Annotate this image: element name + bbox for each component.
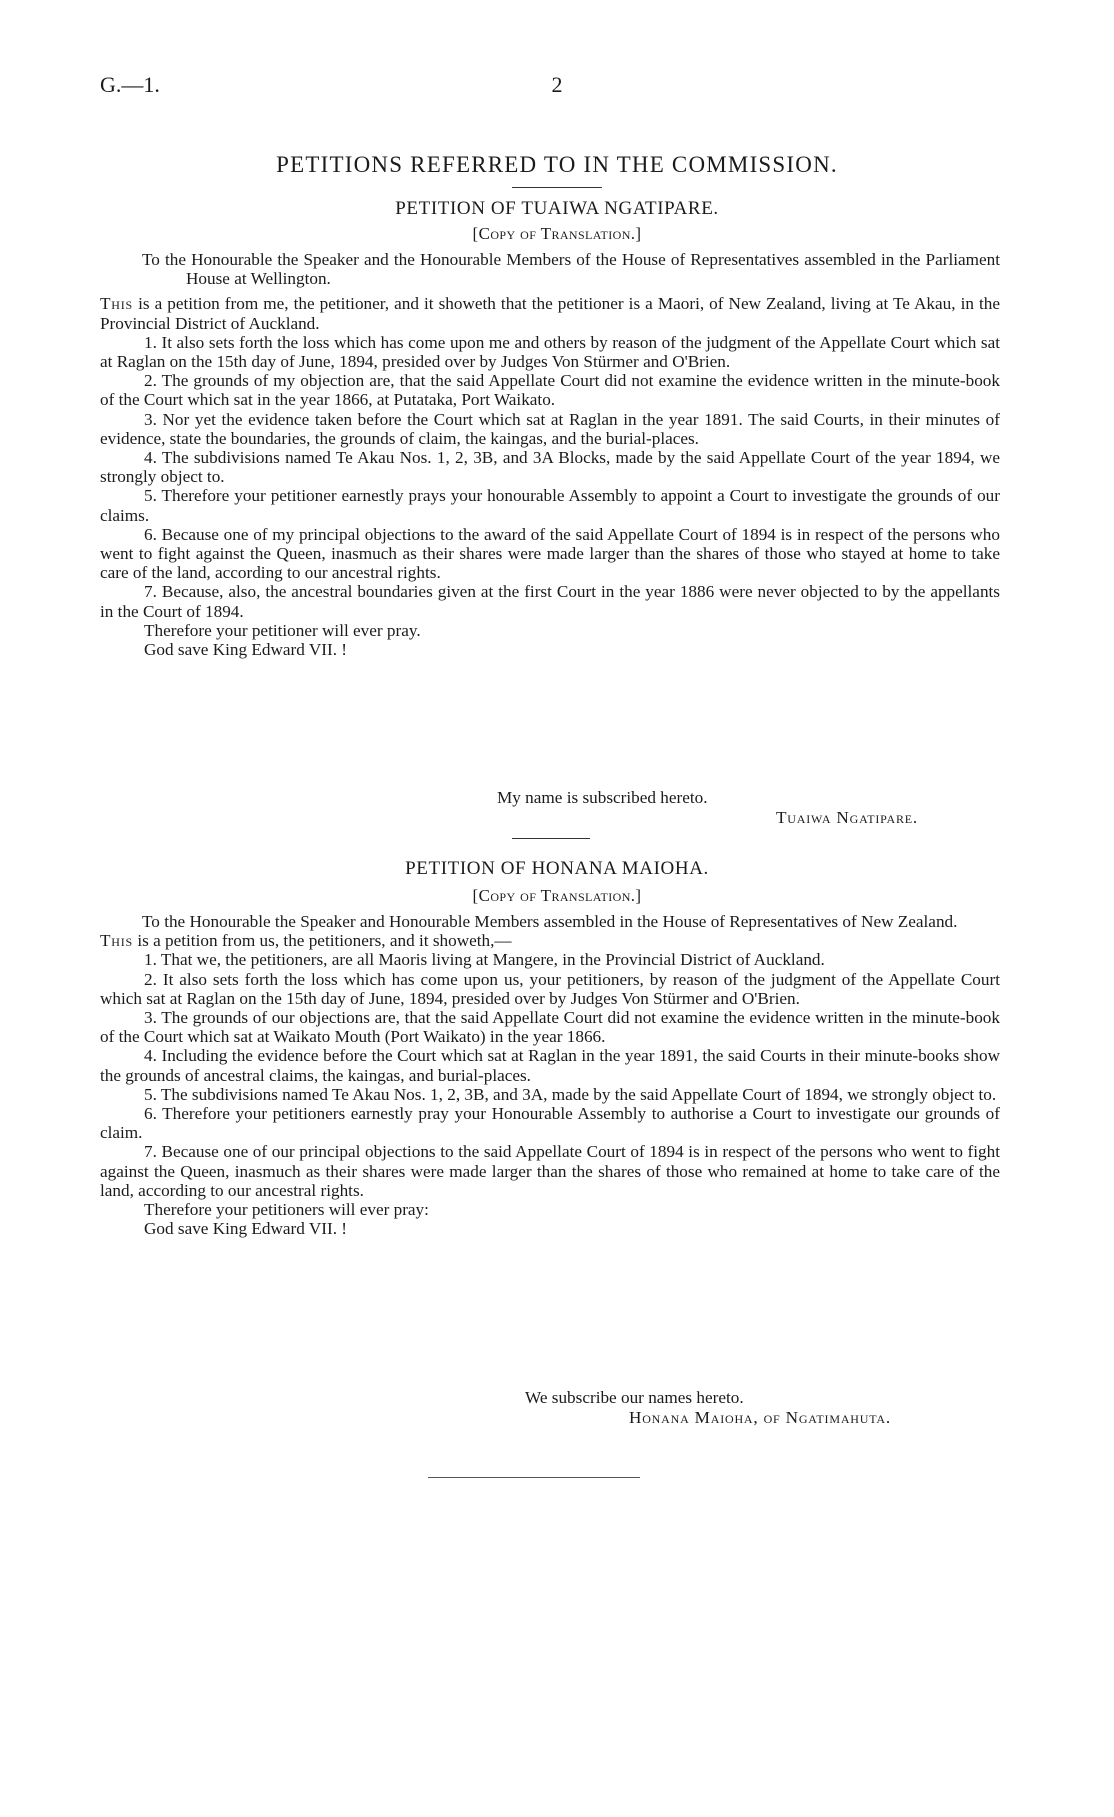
petition2-paragraph-4: 4. Including the evidence before the Court which sat at Raglan in the year 1891, the said Courts in their minute-books show the grounds of ancestral claims, the kaingas, and burial-places. (100, 1046, 1000, 1085)
petition2-body (100, 912, 1000, 1238)
page-number: 2 (551, 72, 563, 97)
petition2-intro-lead: This (100, 931, 134, 951)
petition2-intro (100, 931, 1000, 950)
petition2-closing-pray: Therefore your petitioners will ever pray: (144, 1200, 429, 1220)
petition1-paragraph-5: 5. Therefore your petitioner earnestly prays your honourable Assembly to appoint a Court to investigate the grounds of our claims. (100, 486, 1000, 525)
petition1-address: To the Honourable the Speaker and the Honourable Members of the House of Representatives assembled in the Parliament House at Wellington. (142, 250, 1000, 289)
petition2-closing-god-save: God save King Edward VII. ! (144, 1219, 348, 1239)
petition1-body (100, 250, 1000, 659)
main-title: PETITIONS REFERRED TO IN THE COMMISSION. (276, 152, 838, 177)
petition1-title: PETITION OF TUAIWA NGATIPARE. (395, 198, 719, 219)
petition2-paragraph-7: 7. Because one of our principal objections to the said Appellate Court of 1894 is in respect of the persons who went to fight against the Queen, inasmuch as their shares were made larger than the shares of those who remained at home to take care of the land, according to our ancestral rights. (100, 1142, 1000, 1200)
petition1-subscribed: My name is subscribed hereto. (497, 788, 708, 807)
petition2-address: To the Honourable the Speaker and Honourable Members assembled in the House of Representatives of New Zealand. (142, 912, 958, 931)
petition2-paragraph-6: 6. Therefore your petitioners earnestly pray your Honourable Assembly to authorise a Court to investigate our grounds of claim. (100, 1104, 1000, 1143)
petition2-intro-rest: is a petition from us, the petitioners, and it showeth,— (133, 931, 512, 951)
petition1-paragraph-2: 2. The grounds of my objection are, that the said Appellate Court did not examine the evidence written in the minute-book of the Court which sat in the year 1866, at Putataka, Port Waikato. (100, 371, 1000, 410)
petition1-paragraph-7: 7. Because, also, the ancestral boundaries given at the first Court in the year 1886 were never objected to by the appellants in the Court of 1894. (100, 582, 1000, 621)
petition1-intro-lead: This (100, 294, 134, 314)
petition1-closing-god-save: God save King Edward VII. ! (144, 640, 348, 660)
document-code: G.—1. (100, 72, 160, 97)
petition1-copy-note: [Copy of Translation.] (472, 224, 642, 243)
petition1-paragraph-1: 1. It also sets forth the loss which has come upon me and others by reason of the judgment of the Appellate Court which sat at Raglan on the 15th day of June, 1894, presided over by Judges Von Stürmer and O'Brien. (100, 332, 1000, 372)
petition2-title: PETITION OF HONANA MAIOHA. (405, 858, 709, 879)
petition2-subscribed: We subscribe our names hereto. (525, 1388, 744, 1407)
petition1-paragraph-3: 3. Nor yet the evidence taken before the Court which sat at Raglan in the year 1891. The said Courts, in their minutes of evidence, state the boundaries, the grounds of claim, the kaingas, and the burial-places. (100, 409, 1000, 448)
petition1-paragraph-6: 6. Because one of my principal objections to the award of the said Appellate Court of 1894 is in respect of the persons who went to fight against the Queen, inasmuch as their shares were made larger than the shares of those who stayed at home to take care of the land, according to our ancestral rights. (100, 524, 1000, 583)
end-rule (428, 1477, 640, 1478)
petition2-paragraph-2: 2. It also sets forth the loss which has come upon us, your petitioners, by reason of the judgment of the Appellate Court which sat at Raglan on the 15th day of June, 1894, presided over by Judges Von Stürmer and O'Brien. (100, 969, 1000, 1008)
petition2-paragraph-3: 3. The grounds of our objections are, that the said Appellate Court did not examine the evidence written in the minute-book of the Court which sat at Waikato Mouth (Port Waikato) in the year 1866. (100, 1008, 1000, 1047)
section-rule (512, 838, 590, 839)
petition2-signature: Honana Maioha, of Ngatimahuta. (629, 1408, 891, 1427)
petition2-paragraph-1: 1. That we, the petitioners, are all Maoris living at Mangere, in the Provincial District of Auckland. (144, 950, 825, 970)
petition1-signature: Tuaiwa Ngatipare. (776, 808, 918, 827)
petition1-paragraph-4: 4. The subdivisions named Te Akau Nos. 1, 2, 3B, and 3A Blocks, made by the said Appellate Court of the year 1894, we strongly object to. (100, 448, 1000, 487)
petition1-intro-rest: is a petition from me, the petitioner, and it showeth that the petitioner is a Maori, of New Zealand, living at Te Akau, in the Provincial District of Auckland. (100, 294, 1000, 333)
petition2-paragraph-5: 5. The subdivisions named Te Akau Nos. 1, 2, 3B, and 3A, made by the said Appellate Court of 1894, we strongly object to. (144, 1084, 997, 1104)
title-rule (512, 187, 602, 188)
petition2-copy-note: [Copy of Translation.] (472, 886, 642, 905)
petition1-intro (100, 294, 1000, 332)
petition1-closing-pray: Therefore your petitioner will ever pray. (144, 620, 421, 640)
